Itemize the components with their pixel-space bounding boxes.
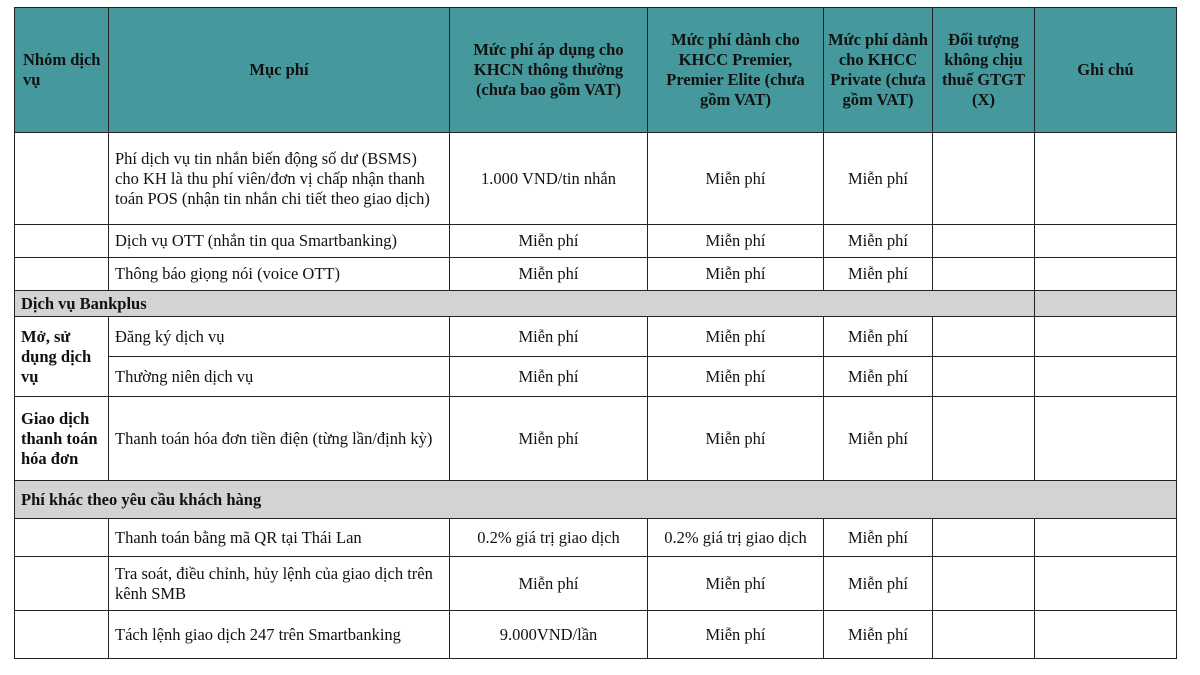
item-cell: Thường niên dịch vụ xyxy=(109,357,450,397)
header-private: Mức phí dành cho KHCC Private (chưa gồm VAT) xyxy=(824,8,933,133)
table-row xyxy=(15,133,1177,225)
item-cell: Tra soát, điều chỉnh, hủy lệnh của giao dịch trên kênh SMB xyxy=(109,557,450,611)
premier-cell: Miễn phí xyxy=(648,133,824,225)
premier-cell: Miễn phí xyxy=(648,357,824,397)
section-title-other: Phí khác theo yêu cầu khách hàng xyxy=(15,481,1177,519)
vat-cell xyxy=(933,611,1035,659)
note-cell xyxy=(1035,611,1177,659)
vat-cell xyxy=(933,317,1035,357)
section-title-bankplus: Dịch vụ Bankplus xyxy=(15,291,1035,317)
private-cell: Miễn phí xyxy=(824,557,933,611)
private-cell: Miễn phí xyxy=(824,611,933,659)
item-cell: Phí dịch vụ tin nhắn biến động số dư (BSMS) cho KH là thu phí viên/đơn vị chấp nhận thanh toán POS (nhận tin nhắn chi tiết theo giao dịch) xyxy=(109,133,450,225)
table-row xyxy=(15,357,1177,397)
table-row xyxy=(15,519,1177,557)
table-row xyxy=(15,258,1177,291)
item-cell: Thanh toán bằng mã QR tại Thái Lan xyxy=(109,519,450,557)
khcn-cell: Miễn phí xyxy=(450,557,648,611)
vat-cell xyxy=(933,397,1035,481)
group-cell xyxy=(15,258,109,291)
private-cell: Miễn phí xyxy=(824,225,933,258)
vat-cell xyxy=(933,225,1035,258)
premier-cell: Miễn phí xyxy=(648,225,824,258)
group-cell-usage: Mở, sử dụng dịch vụ xyxy=(15,317,109,397)
note-cell xyxy=(1035,519,1177,557)
note-cell xyxy=(1035,557,1177,611)
item-cell: Tách lệnh giao dịch 247 trên Smartbanking xyxy=(109,611,450,659)
table-row xyxy=(15,317,1177,357)
vat-cell xyxy=(933,357,1035,397)
table-row xyxy=(15,611,1177,659)
premier-cell: Miễn phí xyxy=(648,611,824,659)
item-cell: Đăng ký dịch vụ xyxy=(109,317,450,357)
note-cell xyxy=(1035,258,1177,291)
item-cell: Dịch vụ OTT (nhắn tin qua Smartbanking) xyxy=(109,225,450,258)
private-cell: Miễn phí xyxy=(824,258,933,291)
khcn-cell: 0.2% giá trị giao dịch xyxy=(450,519,648,557)
note-cell xyxy=(1035,357,1177,397)
item-cell: Thanh toán hóa đơn tiền điện (từng lần/định kỳ) xyxy=(109,397,450,481)
header-vat-exempt: Đối tượng không chịu thuế GTGT (X) xyxy=(933,8,1035,133)
section-row-bankplus xyxy=(15,291,1177,317)
private-cell: Miễn phí xyxy=(824,357,933,397)
premier-cell: Miễn phí xyxy=(648,317,824,357)
khcn-cell: 9.000VND/lần xyxy=(450,611,648,659)
premier-cell: Miễn phí xyxy=(648,397,824,481)
group-cell xyxy=(15,557,109,611)
khcn-cell: Miễn phí xyxy=(450,225,648,258)
khcn-cell: 1.000 VND/tin nhắn xyxy=(450,133,648,225)
vat-cell xyxy=(933,557,1035,611)
header-khcn: Mức phí áp dụng cho KHCN thông thường (chưa bao gồm VAT) xyxy=(450,8,648,133)
item-cell: Thông báo giọng nói (voice OTT) xyxy=(109,258,450,291)
table-header xyxy=(15,8,1177,133)
premier-cell: Miễn phí xyxy=(648,258,824,291)
fee-table xyxy=(14,7,1177,659)
khcn-cell: Miễn phí xyxy=(450,317,648,357)
note-cell xyxy=(1035,317,1177,357)
section-row-other xyxy=(15,481,1177,519)
private-cell: Miễn phí xyxy=(824,317,933,357)
table-row xyxy=(15,557,1177,611)
note-cell xyxy=(1035,225,1177,258)
note-cell xyxy=(1035,397,1177,481)
khcn-cell: Miễn phí xyxy=(450,397,648,481)
premier-cell: 0.2% giá trị giao dịch xyxy=(648,519,824,557)
private-cell: Miễn phí xyxy=(824,397,933,481)
section-note-cell xyxy=(1035,291,1177,317)
header-item: Mục phí xyxy=(109,8,450,133)
table-row xyxy=(15,225,1177,258)
header-premier: Mức phí dành cho KHCC Premier, Premier Elite (chưa gồm VAT) xyxy=(648,8,824,133)
table-row xyxy=(15,397,1177,481)
premier-cell: Miễn phí xyxy=(648,557,824,611)
khcn-cell: Miễn phí xyxy=(450,357,648,397)
note-cell xyxy=(1035,133,1177,225)
vat-cell xyxy=(933,519,1035,557)
group-cell xyxy=(15,519,109,557)
group-cell xyxy=(15,133,109,225)
vat-cell xyxy=(933,258,1035,291)
group-cell xyxy=(15,225,109,258)
header-note: Ghi chú xyxy=(1035,8,1177,133)
group-cell xyxy=(15,611,109,659)
vat-cell xyxy=(933,133,1035,225)
header-group: Nhóm dịch vụ xyxy=(15,8,109,133)
khcn-cell: Miễn phí xyxy=(450,258,648,291)
private-cell: Miễn phí xyxy=(824,519,933,557)
group-cell-bill: Giao dịch thanh toán hóa đơn xyxy=(15,397,109,481)
private-cell: Miễn phí xyxy=(824,133,933,225)
